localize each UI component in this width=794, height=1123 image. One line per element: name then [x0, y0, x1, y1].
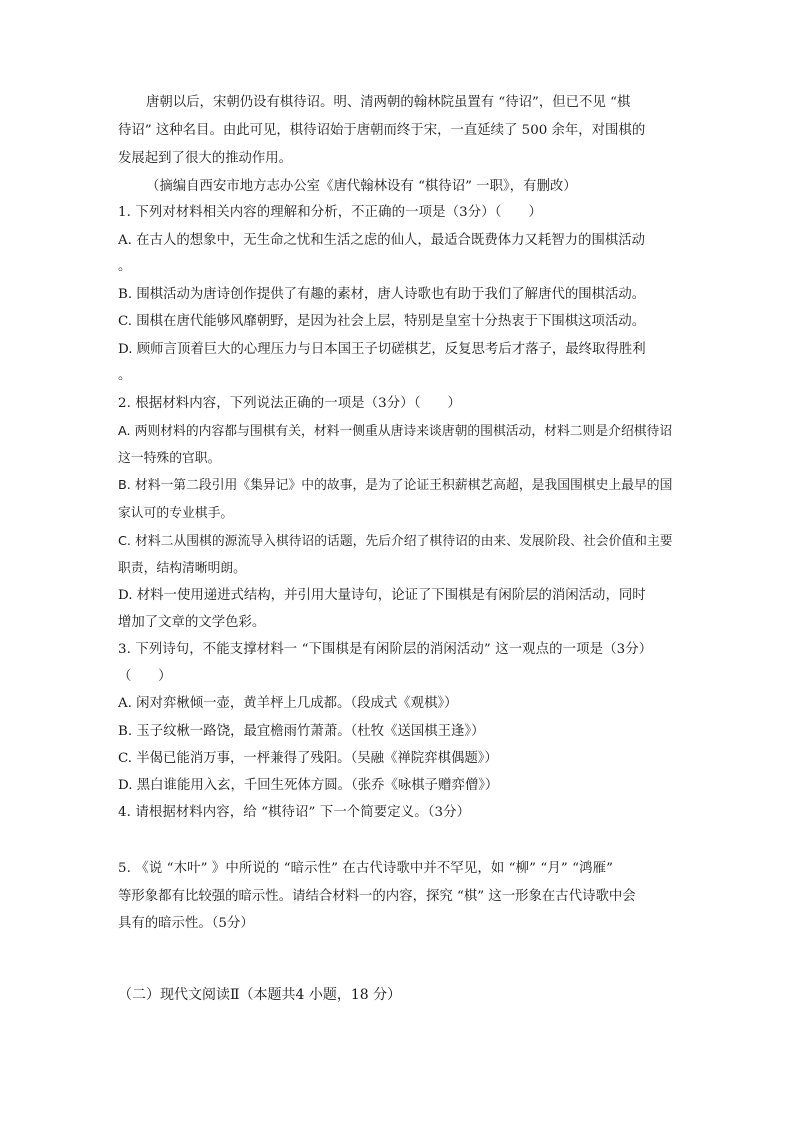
source-citation: （摘编自西安市地方志办公室《唐代翰林设有 “棋待诏” 一职》，有删改） [146, 179, 577, 194]
paragraph-line: 唐朝以后，宋朝仍设有棋待诏。明、清两朝的翰林院虽置有 “待诏”，但已不见 “棋 [146, 95, 631, 110]
question-1-option-b: B. 围棋活动为唐诗创作提供了有趣的素材，唐人诗歌也有助于我们了解唐代的围棋活动。 [118, 287, 646, 302]
question-3-option-c: C. 半偈已能消万事，一枰兼得了残阳。（吴融《禅院弈棋偶题》） [118, 751, 498, 766]
question-2-option-a-cont: 这一特殊的官职。 [118, 451, 221, 466]
question-3-stem: 3. 下列诗句，不能支撑材料一 “下围棋是有闲阶层的消闲活动” 这一观点的一项是（3分） [118, 642, 653, 657]
question-4-stem: 4. 请根据材料内容，给 “棋待诏” 下一个简要定义。（3分） [118, 805, 471, 820]
question-5-line: 具有的暗示性。（5分） [118, 916, 254, 931]
question-1-option-d-cont: 。 [118, 368, 132, 383]
question-2-option-b-cont: 家认可的专业棋手。 [118, 506, 234, 521]
paragraph-line: 待诏” 这种名目。由此可见，棋待诏始于唐朝而终于宋，一直延续了 500 余年，对围棋的 [118, 123, 646, 138]
question-3-option-d: D. 黑白谁能用入玄，千回生死体方圆。（张乔《咏棋子赠弈僧》） [118, 778, 499, 793]
question-1-option-a: A. 在古人的想象中，无生命之忧和生活之虑的仙人，最适合既费体力又耗智力的围棋活动 [118, 233, 646, 248]
question-2-option-c-cont: 职责，结构清晰明朗。 [118, 561, 246, 576]
question-2-option-d: D. 材料一使用递进式结构，并引用大量诗句，论证了下围棋是有闲阶层的消闲活动，同时 [118, 588, 646, 603]
question-1-stem: 1. 下列对材料相关内容的理解和分析，不正确的一项是（3分）（ ） [118, 205, 542, 220]
question-1-option-d: D. 顾师言顶着巨大的心理压力与日本国王子切磋棋艺，反复思考后才落子，最终取得胜利 [118, 342, 646, 357]
question-2-option-d-cont: 增加了文章的文学色彩。 [118, 615, 266, 630]
question-2-option-b: B. 材料一第二段引用《集异记》中的故事，是为了论证王积薪棋艺高超，是我国围棋史上最早的国 [118, 478, 673, 493]
question-3-answer-blank: （ ） [118, 669, 172, 684]
question-2-option-a: A. 两则材料的内容都与围棋有关，材料一侧重从唐诗来谈唐朝的围棋活动，材料二则是介绍棋待诏 [118, 424, 673, 439]
question-5-line: 等形象都有比较强的暗示性。请结合材料一的内容，探究 “棋” 这一形象在古代诗歌中会 [118, 889, 636, 904]
question-5-line: 5. 《说 “木叶” 》中所说的 “暗示性” 在古代诗歌中并不罕见，如 “柳” “月” “鸿雁” [118, 861, 614, 876]
question-3-option-a: A. 闲对弈楸倾一壶，黄羊枰上几成都。（段成式《观棋》） [118, 696, 458, 711]
question-3-option-b: B. 玉子纹楸一路饶，最宜檐雨竹萧萧。（杜牧《送国棋王逢》） [118, 724, 485, 739]
question-1-option-c: C. 围棋在唐代能够风靡朝野，是因为社会上层，特别是皇室十分热衷于下围棋这项活动。 [118, 314, 646, 329]
question-1-option-a-cont: 。 [118, 259, 132, 274]
question-2-option-c: C. 材料二从围棋的源流导入棋待诏的话题，先后介绍了棋待诏的由来、发展阶段、社会价值和主要 [118, 534, 673, 549]
section-heading: （二）现代文阅读Ⅱ（本题共4 小题，18 分） [118, 987, 402, 1003]
question-2-stem: 2. 根据材料内容，下列说法正确的一项是（3分）（ ） [118, 396, 462, 411]
paragraph-line: 发展起到了很大的推动作用。 [118, 151, 293, 166]
